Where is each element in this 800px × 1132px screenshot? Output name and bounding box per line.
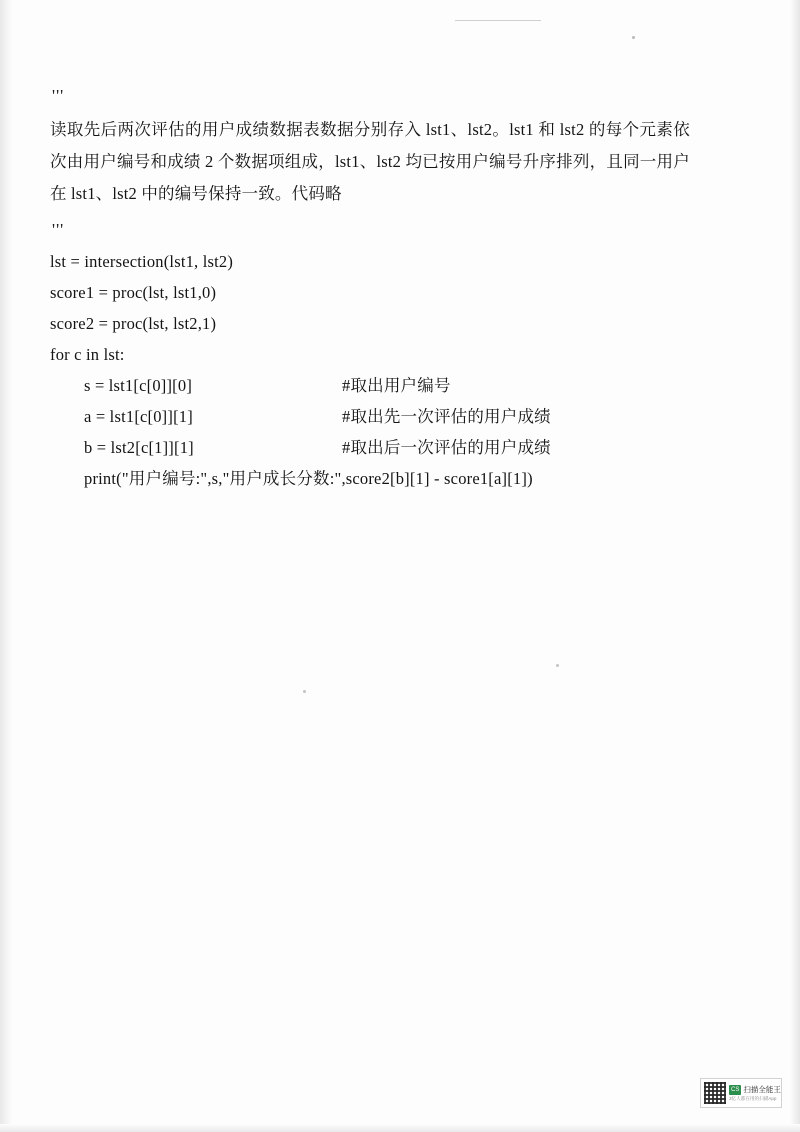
description-paragraph: 读取先后两次评估的用户成绩数据表数据分别存入 lst1、lst2。lst1 和 lst2 的每个元素依次由用户编号和成绩 2 个数据项组成，lst1、lst2 均已按用户编号升序排列，且同一用户在 lst1、lst2 中的编号保持一致。代码略 [50,120,690,203]
code-line: score2 = proc(lst, lst2,1) [50,314,217,333]
watermark-subtitle: 3亿人都在用的扫描App [729,1095,777,1101]
code-line: for c in lst: [50,345,125,364]
code-line: a = lst1[c[0]][1] [84,407,193,426]
code-comment: #取出用户编号 [342,376,451,395]
watermark-title-row [729,1085,781,1095]
code-line: b = lst2[c[1]][1] [84,438,194,457]
scan-speck [556,664,559,667]
code-line-with-comment [50,432,750,463]
watermark-text [729,1085,781,1102]
scan-edge-right [790,0,800,1132]
code-line: lst = intersection(lst1, lst2) [50,252,234,271]
code-line-with-comment [50,370,750,401]
cs-badge-icon: CS [731,1086,740,1093]
scanner-watermark [700,1078,782,1108]
code-line: score1 = proc(lst, lst1,0) [50,283,217,302]
scan-edge-bottom [0,1124,800,1132]
document-body [50,86,750,494]
scan-speck [632,36,635,39]
qr-code-icon [704,1082,726,1104]
watermark-title: 扫描全能王 [743,1084,781,1094]
code-line: print("用户编号:",s,"用户成长分数:",score2[b][1] - score1[a][1]) [84,469,533,488]
scan-edge-left [0,0,12,1132]
code-line-with-comment [50,401,750,432]
scan-speck [303,690,306,693]
top-rule-artifact [455,20,541,21]
code-block [50,246,750,494]
code-comment: #取出后一次评估的用户成绩 [342,438,551,457]
code-comment: #取出先一次评估的用户成绩 [342,407,551,426]
docstring-close-quote: ''' [52,220,65,239]
code-line: s = lst1[c[0]][0] [84,376,193,395]
docstring-open-quote: ''' [52,86,65,105]
